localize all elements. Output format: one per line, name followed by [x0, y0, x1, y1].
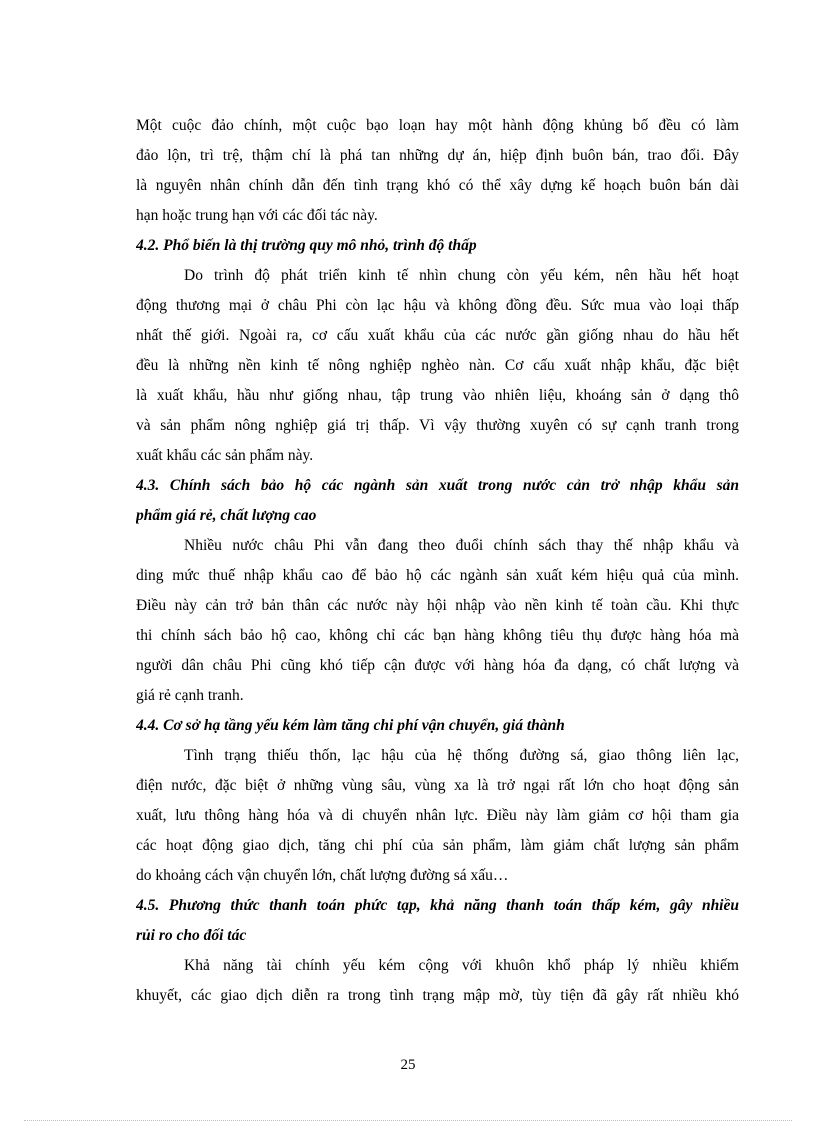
paragraph-line: đảo lộn, trì trệ, thậm chí là phá tan những dự án, hiệp định buôn bán, trao đổi. Đây [136, 147, 739, 164]
page-number: 25 [400, 1057, 416, 1073]
paragraph-line: Khả năng tài chính yếu kém cộng với khuôn khổ pháp lý nhiều khiếm [184, 957, 739, 974]
paragraph-line: động thương mại ở châu Phi còn lạc hậu và không đồng đều. Sức mua vào loại thấp [136, 297, 739, 314]
section-heading-4-3: 4.3. Chính sách bảo hộ các ngành sản xuất trong nước cản trở nhập khẩu sản [136, 477, 739, 494]
paragraph-line: và sản phẩm nông nghiệp giá trị thấp. Vì vậy thường xuyên có sự cạnh tranh trong [136, 417, 739, 434]
page-bottom-divider [24, 1120, 792, 1121]
section-heading-4-3-cont: phẩm giá rẻ, chất lượng cao [136, 507, 317, 524]
paragraph-line: Nhiều nước châu Phi vẫn đang theo đuổi chính sách thay thế nhập khẩu và [184, 537, 739, 554]
section-heading-4-2: 4.2. Phổ biến là thị trường quy mô nhỏ, trình độ thấp [136, 237, 477, 254]
paragraph-line: hạn hoặc trung hạn với các đối tác này. [136, 207, 378, 224]
document-body [136, 111, 739, 1011]
paragraph-line: Tình trạng thiếu thốn, lạc hậu của hệ thống đường sá, giao thông liên lạc, [184, 747, 739, 764]
paragraph-line: khuyết, các giao dịch diễn ra trong tình trạng mập mờ, tùy tiện đã gây rất nhiều khó [136, 987, 739, 1004]
paragraph-line: giá rẻ cạnh tranh. [136, 687, 244, 704]
section-heading-4-5-cont: rủi ro cho đối tác [136, 927, 247, 944]
paragraph-line: Điều này cản trở bản thân các nước này hội nhập vào nền kinh tế toàn cầu. Khi thực [136, 597, 739, 614]
paragraph-line: điện nước, đặc biệt ở những vùng sâu, vùng xa là trở ngại rất lớn cho hoạt động sản [136, 777, 739, 794]
paragraph-line: xuất, lưu thông hàng hóa và di chuyển nhân lực. Điều này làm giảm cơ hội tham gia [136, 807, 739, 824]
section-heading-4-4: 4.4. Cơ sở hạ tầng yếu kém làm tăng chi phí vận chuyển, giá thành [136, 717, 565, 734]
paragraph-line: nhất thế giới. Ngoài ra, cơ cấu xuất khẩu của các nước gần giống nhau do hầu hết [136, 327, 739, 344]
paragraph-line: các hoạt động giao dịch, tăng chi phí của sản phẩm, làm giảm chất lượng sản phẩm [136, 837, 739, 854]
paragraph-line: Do trình độ phát triển kinh tế nhìn chung còn yếu kém, nên hầu hết hoạt [184, 267, 739, 284]
paragraph-line: thi chính sách bảo hộ cao, không chỉ các bạn hàng không tiêu thụ được hàng hóa mà [136, 627, 739, 644]
paragraph-line: người dân châu Phi cũng khó tiếp cận được với hàng hóa đa dạng, có chất lượng và [136, 657, 739, 674]
paragraph-line: xuất khẩu các sản phẩm này. [136, 447, 314, 464]
paragraph-line: ding mức thuế nhập khẩu cao để bảo hộ các ngành sản xuất kém hiệu quả của mình. [136, 567, 739, 584]
paragraph-line: là nguyên nhân chính dẫn đến tình trạng khó có thể xây dựng kế hoạch buôn bán dài [136, 177, 739, 194]
paragraph-line: đều là những nền kinh tế nông nghiệp nghèo nàn. Cơ cấu xuất nhập khẩu, đặc biệt [136, 357, 739, 374]
paragraph-line: Một cuộc đảo chính, một cuộc bạo loạn hay một hành động khủng bố đều có làm [136, 117, 739, 134]
paragraph-line: là xuất khẩu, hầu như giống nhau, tập trung vào nhiên liệu, khoáng sản ở dạng thô [136, 387, 739, 404]
paragraph-line: do khoảng cách vận chuyển lớn, chất lượng đường sá xấu… [136, 867, 509, 884]
section-heading-4-5: 4.5. Phương thức thanh toán phức tạp, khả năng thanh toán thấp kém, gây nhiều [136, 897, 739, 914]
